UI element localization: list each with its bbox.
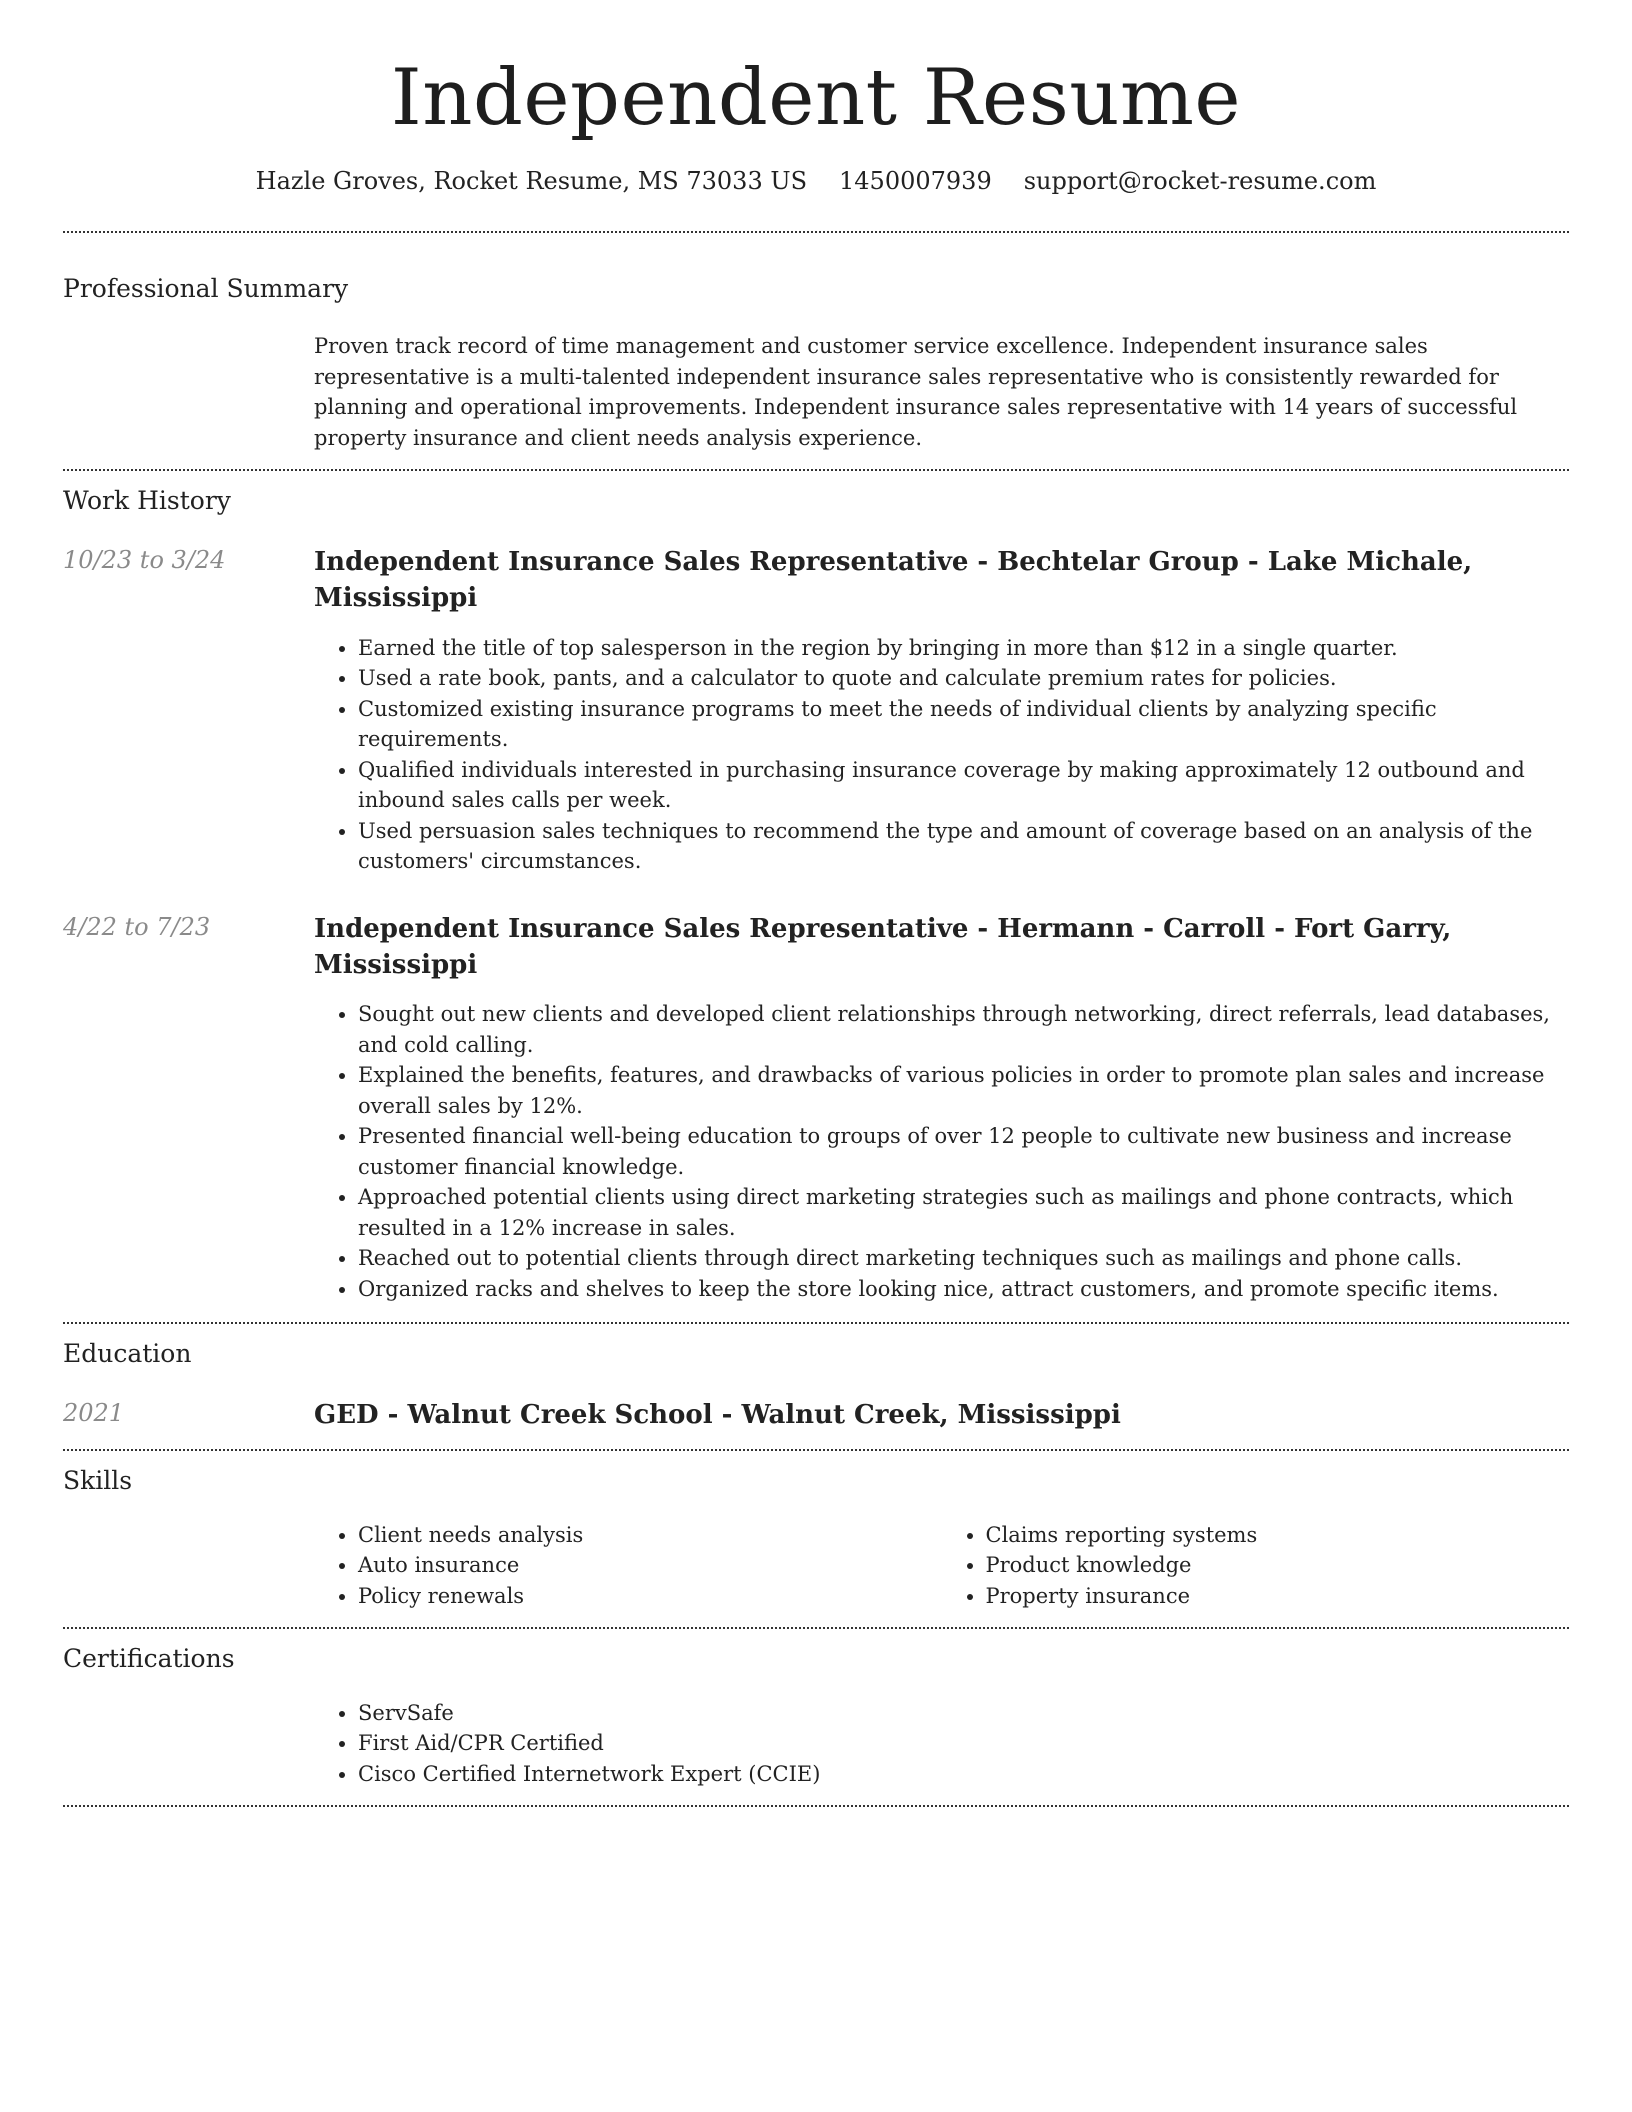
skills-list-right bbox=[942, 1520, 1570, 1612]
summary-text: Proven track record of time management and customer service excellence. Independent insurance sales representative is a multi-talented independent insurance sales representative who is consistently rewarded for planning and operational improvements. Independent insurance sales representative with 14 years of successful property insurance and client needs analysis experience. bbox=[314, 334, 1518, 450]
skill-item: • Product knowledge bbox=[986, 1550, 1570, 1581]
work-history-heading: Work History bbox=[63, 486, 231, 516]
skills-row bbox=[63, 1498, 1569, 1628]
skills-list-left bbox=[314, 1520, 942, 1612]
certifications-heading: Certifications bbox=[63, 1644, 235, 1674]
certifications-spacer bbox=[63, 1676, 314, 1806]
education-title: GED - Walnut Creek School - Walnut Creek, Mississippi bbox=[314, 1399, 1121, 1430]
contact-email: support@rocket-resume.com bbox=[1023, 166, 1377, 195]
education-year: 2021 bbox=[63, 1398, 125, 1427]
section-divider bbox=[63, 1805, 1569, 1807]
contact-address: Hazle Groves, Rocket Resume, MS 73033 US bbox=[255, 166, 808, 195]
certifications-section bbox=[63, 1629, 1569, 1805]
skills-grid bbox=[314, 1498, 1569, 1628]
skills-heading: Skills bbox=[63, 1466, 133, 1496]
professional-summary-section bbox=[63, 233, 1569, 470]
education-section bbox=[63, 1324, 1569, 1449]
certification-item: • Cisco Certified Internetwork Expert (CCIE) bbox=[358, 1759, 1569, 1790]
work-history-section bbox=[63, 471, 1569, 1322]
summary-heading: Professional Summary bbox=[63, 273, 349, 303]
skill-item: • Property insurance bbox=[986, 1581, 1570, 1612]
contact-info bbox=[63, 166, 1569, 197]
job-bullet: • Used a rate book, pants, and a calculator to quote and calculate premium rates for policies. bbox=[358, 663, 1569, 694]
contact-phone: 1450007939 bbox=[839, 166, 992, 195]
skill-item: • Claims reporting systems bbox=[986, 1520, 1570, 1551]
job-bullet: • Earned the title of top salesperson in the region by bringing in more than $12 in a single quarter. bbox=[358, 633, 1569, 664]
certification-item: • ServSafe bbox=[358, 1698, 1569, 1729]
job-title: Independent Insurance Sales Representative - Bechtelar Group - Lake Michale, Mississippi bbox=[314, 546, 1473, 614]
job-bullet: • Qualified individuals interested in purchasing insurance coverage by making approximately 12 outbound and inbound sales calls per week. bbox=[358, 755, 1569, 816]
education-heading: Education bbox=[63, 1339, 192, 1369]
summary-row bbox=[63, 305, 1569, 469]
job-entry bbox=[63, 877, 1569, 1305]
skills-spacer bbox=[63, 1498, 314, 1628]
summary-spacer bbox=[63, 305, 314, 469]
job-bullets bbox=[314, 999, 1569, 1304]
skill-item: • Auto insurance bbox=[358, 1550, 942, 1581]
job-dates: 4/22 to 7/23 bbox=[63, 912, 211, 941]
education-entry bbox=[63, 1371, 1569, 1449]
job-title: Independent Insurance Sales Representative - Hermann - Carroll - Fort Garry, Mississippi bbox=[314, 913, 1452, 980]
certifications-row bbox=[63, 1676, 1569, 1806]
certifications-list bbox=[314, 1698, 1569, 1790]
job-bullet: • Sought out new clients and developed client relationships through networking, direct referrals, lead databases, and cold calling. bbox=[358, 999, 1569, 1060]
job-bullet: • Explained the benefits, features, and drawbacks of various policies in order to promote plan sales and increase overall sales by 12%. bbox=[358, 1060, 1569, 1121]
resume-title: Independent Resume bbox=[390, 53, 1242, 143]
job-bullet: • Approached potential clients using direct marketing strategies such as mailings and phone contracts, which resulted in a 12% increase in sales. bbox=[358, 1182, 1569, 1243]
job-bullet: • Organized racks and shelves to keep the store looking nice, attract customers, and promote specific items. bbox=[358, 1274, 1569, 1305]
job-bullet: • Customized existing insurance programs to meet the needs of individual clients by analyzing specific requirements. bbox=[358, 694, 1569, 755]
certification-item: • First Aid/CPR Certified bbox=[358, 1728, 1569, 1759]
job-bullet: • Reached out to potential clients through direct marketing techniques such as mailings and phone calls. bbox=[358, 1243, 1569, 1274]
job-dates: 10/23 to 3/24 bbox=[63, 545, 226, 574]
job-entry bbox=[63, 518, 1569, 877]
job-bullets bbox=[314, 633, 1569, 877]
job-bullet: • Presented financial well-being education to groups of over 12 people to cultivate new business and increase customer financial knowledge. bbox=[358, 1121, 1569, 1182]
skill-item: • Client needs analysis bbox=[358, 1520, 942, 1551]
job-bullet: • Used persuasion sales techniques to recommend the type and amount of coverage based on an analysis of the customers' circumstances. bbox=[358, 816, 1569, 877]
skill-item: • Policy renewals bbox=[358, 1581, 942, 1612]
skills-section bbox=[63, 1451, 1569, 1627]
